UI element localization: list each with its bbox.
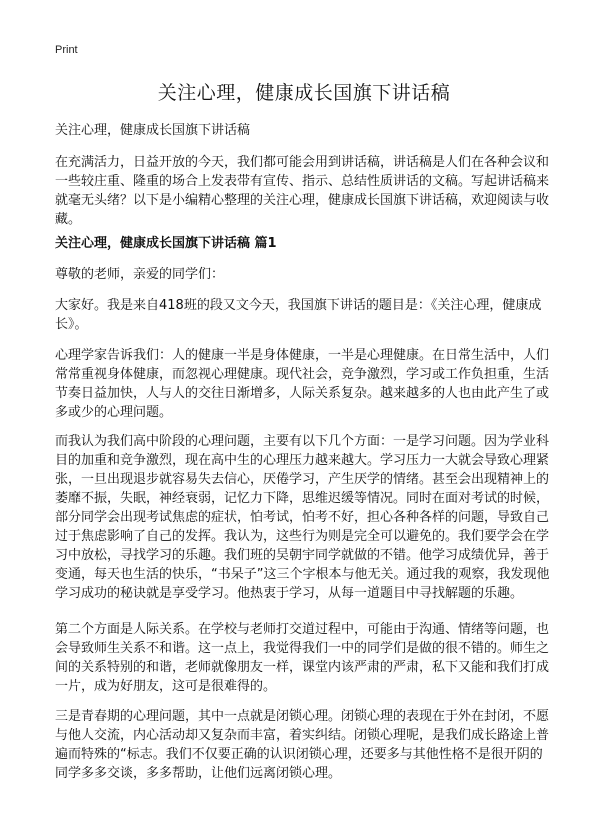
subtitle: 关注心理，健康成长国旗下讲话稿 bbox=[55, 123, 251, 138]
section-heading: 关注心理，健康成长国旗下讲话稿 篇1 bbox=[55, 236, 277, 251]
paragraph-relationships: 第二个方面是人际关系。在学校与老师打交道过程中，可能由于沟通、情绪等问题，也会导致师生关系不和谐。这一点上，我觉得我们一中的同学们是做的很不错的。师生之间的关系特别的和谐，老师就像朋友一样，课堂内该严肃的严肃，私下又能和我们打成一片，成为好朋友，这可是很难得的。 bbox=[55, 622, 550, 694]
paragraph-psychology: 心理学家告诉我们：人的健康一半是身体健康，一半是心理健康。在日常生活中，人们常常重视身体健康，而忽视心理健康。现代社会，竞争激烈，学习或工作负担重，生活节奏日益加快，人与人的交往日渐增多，人际关系复杂。越来越多的人也由此产生了或多或少的心理问题。 bbox=[55, 348, 550, 420]
page-title: 关注心理，健康成长国旗下讲话稿 bbox=[157, 82, 451, 104]
intro-paragraph: 在充满活力，日益开放的今天，我们都可能会用到讲话稿，讲话稿是人们在各种会议和一些较庄重、隆重的场合上发表带有宣传、指示、总结性质讲话的文稿。写起讲话稿来就毫无头绪？以下是小编精心整理的关注心理，健康成长国旗下讲话稿，欢迎阅读与收藏。 bbox=[55, 155, 550, 227]
paragraph-adolescence: 三是青春期的心理问题，其中一点就是闭锁心理。闭锁心理的表现在于外在封闭，不愿与他人交流，内心活动却又复杂而丰富，着实纠结。闭锁心理呢，是我们成长路途上普遍而特殊的“标志。我们不仅要正确的认识闭锁心理，还要多与其他性格不是很开阴的同学多多交谈，多多帮助，让他们远离闭锁心理。 bbox=[55, 709, 550, 781]
paragraph-study-issues: 而我认为我们高中阶段的心理问题，主要有以下几个方面：一是学习问题。因为学业科目的加重和竞争激烈，现在高中生的心理压力越来越大。学习压力一大就会导致心理紧张，一旦出现退步就容易失去信心，厌倦学习，产生厌学的情绪。甚至会出现精神上的萎靡不振，失眠，神经衰弱，记忆力下降，思维迟缓等情况。同时在面对考试的时候，部分同学会出现考试焦虑的症状，怕考试，怕考不好，担心各种各样的问题，导致自己过于焦虑影响了自己的发挥。我认为，这些行为则是完全可以避免的。我们要学会在学习中放松，寻找学习的乐趣。我们班的吴朝宇同学就做的不错。他学习成绩优异，善于变通，每天也生活的快乐，“书呆子”这三个字根本与他无关。通过我的观察，我发现他学习成功的秘诀就是享受学习。他热衷于学习，从每一道题目中寻找解题的乐趣。 bbox=[55, 434, 550, 601]
paragraph-greeting: 尊敬的老师，亲爱的同学们： bbox=[55, 267, 225, 282]
paragraph-opening: 大家好。我是来自418班的段又文今天，我国旗下讲话的题目是：《关注心理，健康成长》。 bbox=[55, 298, 542, 332]
print-link[interactable]: Print bbox=[55, 44, 78, 56]
